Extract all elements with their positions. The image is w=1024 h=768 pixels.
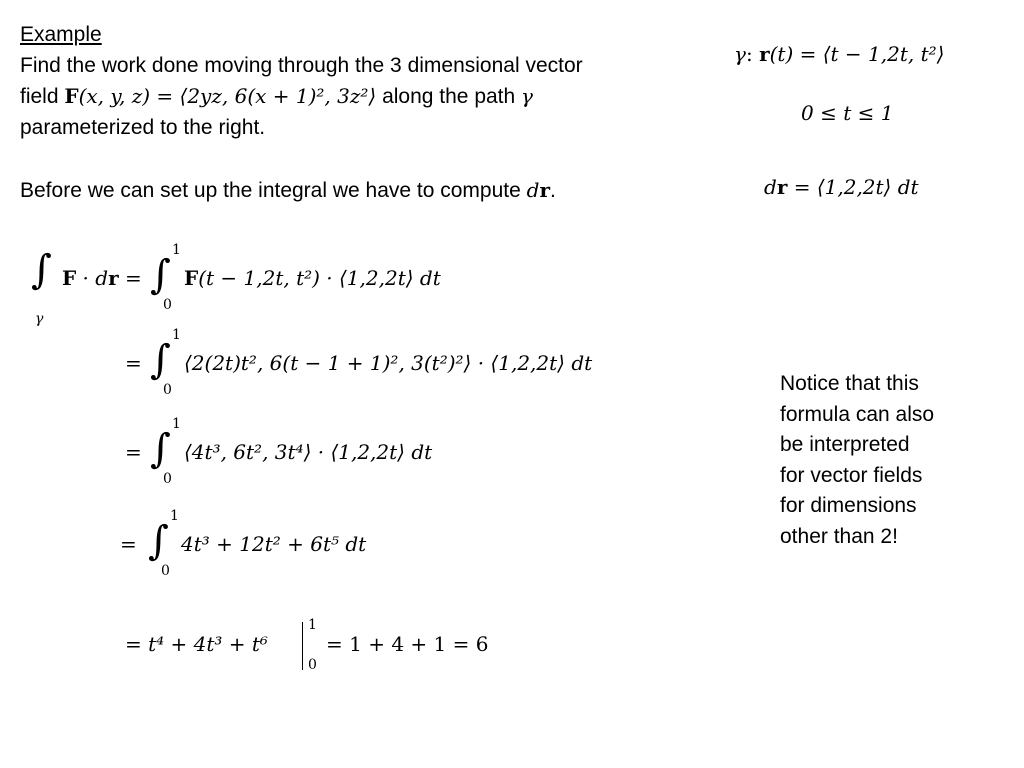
antiderivative: = t⁴ + 4t³ + t⁶ [125, 632, 268, 656]
path-formula: (t) = ⟨t − 1,2t, t²⟩ [769, 42, 945, 66]
equals-4: = [120, 532, 137, 556]
before-line [20, 175, 556, 206]
integrand-2: ⟨2(2t)t², 6(t − 1 + 1)², 3(t²)²⟩ · ⟨1,2,2t⟩ dt [184, 351, 593, 375]
line-integral-sign: ∫ [31, 247, 52, 293]
integrand-1 [184, 264, 441, 292]
field-symbol: F [64, 84, 79, 108]
upper-limit-2: 1 [172, 327, 181, 343]
dr-d: d [526, 178, 540, 202]
final-result: = 1 + 4 + 1 = 6 [326, 632, 489, 656]
lhs-dot-d: · d [76, 266, 109, 290]
lower-limit-1: 0 [163, 297, 172, 313]
integral-subscript: γ [35, 311, 44, 327]
integrand-3: ⟨4t³, 6t², 3t⁴⟩ · ⟨1,2,2t⟩ dt [184, 440, 433, 464]
path-gamma: γ [734, 42, 746, 66]
dr-def-r: r [776, 175, 788, 199]
dr-definition [764, 173, 919, 201]
gamma-symbol: γ [521, 84, 533, 108]
before-period: . [550, 179, 556, 202]
note-box [780, 369, 934, 552]
integrand-4: 4t³ + 12t² + 6t⁵ dt [181, 532, 367, 556]
path-definition [734, 40, 944, 68]
note-line: for vector fields [780, 463, 923, 487]
lhs-r: r [108, 266, 119, 290]
lower-limit-5: 0 [308, 657, 317, 673]
path-text: along the path [376, 85, 522, 108]
path-r: r [759, 42, 770, 66]
dr-def-d: d [764, 175, 777, 199]
equals-3: = [125, 440, 142, 464]
integral-sign-2: ∫ [150, 337, 171, 383]
note-line: formula can also [780, 402, 935, 426]
problem-line-3: parameterized to the right. [20, 116, 266, 139]
integrand-F: F [184, 266, 199, 290]
lhs-F: F [62, 266, 77, 290]
dr-r: r [539, 178, 550, 202]
note-line: other than 2! [780, 524, 898, 548]
upper-limit-1: 1 [172, 242, 181, 258]
integral-lhs [62, 264, 142, 292]
problem-line-1: Find the work done moving through the 3 dimensional vector [20, 54, 583, 77]
field-prefix: field [20, 85, 65, 108]
note-line: Notice that this [780, 372, 919, 395]
note-line: for dimensions [780, 494, 917, 517]
integral-sign-1: ∫ [150, 252, 171, 298]
upper-limit-3: 1 [172, 416, 181, 432]
before-text: Before we can set up the integral we have to compute [20, 179, 527, 202]
lower-limit-2: 0 [163, 382, 172, 398]
dr-def-rest: = ⟨1,2,2t⟩ dt [787, 175, 919, 199]
equals-2: = [125, 351, 142, 375]
problem-line-2 [20, 81, 533, 112]
example-title: Example [20, 23, 102, 46]
integral-sign-4: ∫ [148, 518, 169, 564]
integral-sign-3: ∫ [150, 426, 171, 472]
evaluation-bar [302, 622, 303, 670]
upper-limit-4: 1 [170, 508, 179, 524]
parameter-interval: 0 ≤ t ≤ 1 [801, 101, 894, 125]
lower-limit-3: 0 [163, 471, 172, 487]
integrand-1-rest: (t − 1,2t, t²) · ⟨1,2,2t⟩ dt [198, 266, 441, 290]
field-definition: (x, y, z) = ⟨2yz, 6(x + 1)², 3z²⟩ [78, 84, 377, 108]
lhs-equals: = [118, 266, 142, 290]
note-line: be interpreted [780, 433, 910, 456]
lower-limit-4: 0 [161, 563, 170, 579]
path-colon: : [745, 42, 760, 66]
upper-limit-5: 1 [308, 617, 317, 633]
